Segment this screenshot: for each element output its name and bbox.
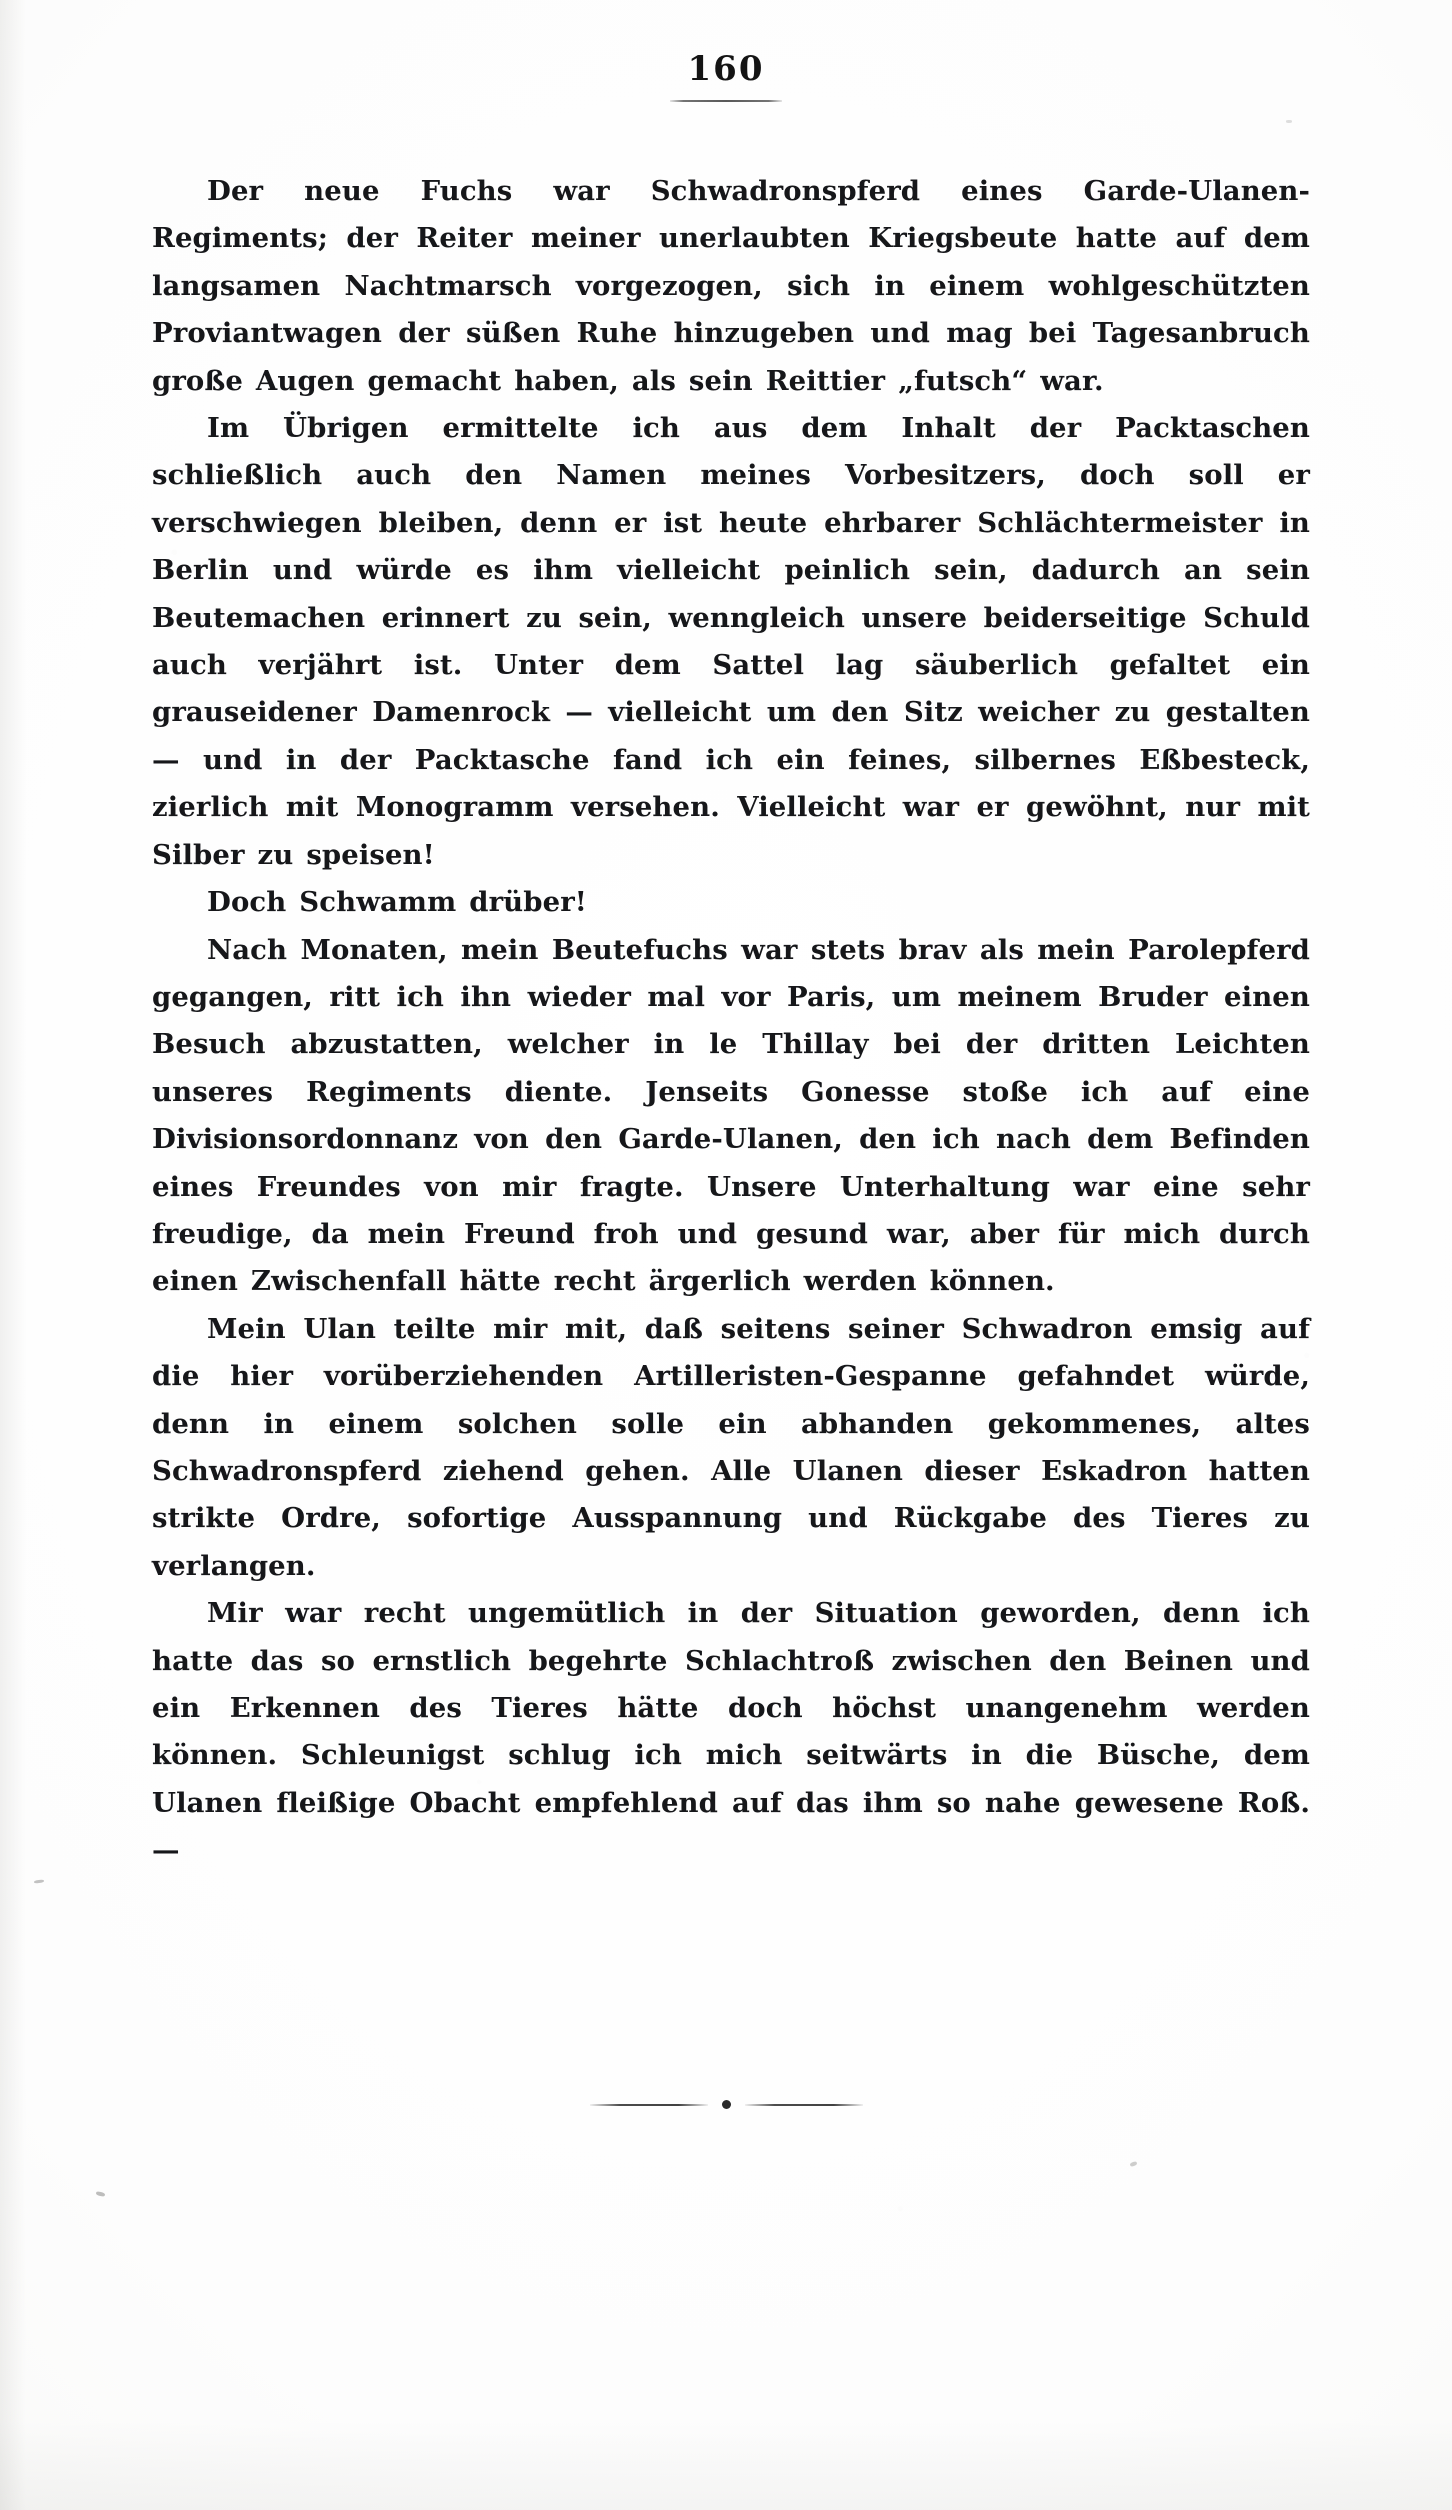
paragraph: Doch Schwamm drüber! [207,886,587,919]
paragraph: Der neue Fuchs war Schwadronspferd eines Garde-Ulanen-Regiments; der Reiter meiner unerlaubten Kriegsbeute hatte auf dem langsamen Nachtmarsch vorgezogen, sich in einem wohlgeschützten Proviantwagen der süßen Ruhe hinzugeben und mag bei Tagesanbruch große Augen gemacht haben, als sein Reittier „futsch“ war. [152,175,1310,397]
divider-line-left [590,2104,708,2106]
gutter-shadow [0,0,26,2510]
divider-line-right [745,2104,863,2106]
body-text-block [152,168,1310,1875]
paragraph: Im Übrigen ermittelte ich aus dem Inhalt der Packtaschen schließlich auch den Namen meines Vorbesitzers, doch soll er verschwiegen bleiben, denn er ist heute ehrbarer Schlächtermeister in Berlin und würde es ihm vielleicht peinlich sein, dadurch an sein Beutemachen erinnert zu sein, wenngleich unsere beiderseitige Schuld auch verjährt ist. Unter dem Sattel lag säuberlich gefaltet ein grauseidener Damenrock — vielleicht um den Sitz weicher zu gestalten — und in der Packtasche fand ich ein feines, silbernes Eßbesteck, zierlich mit Monogramm versehen. Vielleicht war er gewöhnt, nur mit Silber zu speisen! [152,412,1310,871]
paragraph: Mir war recht ungemütlich in der Situation geworden, denn ich hatte das so ernstlich begehrte Schlachtroß zwischen den Beinen und ein Erkennen des Tieres hätte doch höchst unangenehm werden können. Schleunigst schlug ich mich seitwärts in die Büsche, dem Ulanen fleißige Obacht empfehlend auf das ihm so nahe gewesene Roß. — [152,1597,1310,1867]
scan-speck [34,1879,44,1883]
page-header [0,49,1452,102]
paragraph: Mein Ulan teilte mir mit, daß seitens seiner Schwadron emsig auf die hier vorüberziehenden Artilleristen-Gespanne gefahndet würde, denn in einem solchen solle ein abhanden gekommenes, altes Schwadronspferd ziehend gehen. Alle Ulanen dieser Eskadron hatten strikte Ordre, sofortige Ausspannung und Rückgabe des Tieres zu verlangen. [152,1312,1310,1582]
page-bottom-shading [0,2420,1452,2510]
section-divider-ornament [0,2092,1452,2118]
scan-speck [1130,2161,1138,2167]
divider-dot [722,2100,731,2109]
paragraph: Nach Monaten, mein Beutefuchs war stets brav als mein Parolepferd gegangen, ritt ich ihn wieder mal vor Paris, um meinem Bruder einen Besuch abzustatten, welcher in le Thillay bei der dritten Leichten unseres Regiments diente. Jenseits Gonesse stoße ich auf eine Divisionsordonnanz von den Garde-Ulanen, den ich nach dem Befinden eines Freundes von mir fragte. Unsere Unterhaltung war eine sehr freudige, da mein Freund froh und gesund war, aber für mich durch einen Zwischenfall hätte recht ärgerlich werden können. [152,933,1310,1298]
scan-speck [1286,120,1292,123]
scan-speck [96,2191,106,2197]
header-rule [670,100,782,102]
page-number: 160 [687,49,765,89]
